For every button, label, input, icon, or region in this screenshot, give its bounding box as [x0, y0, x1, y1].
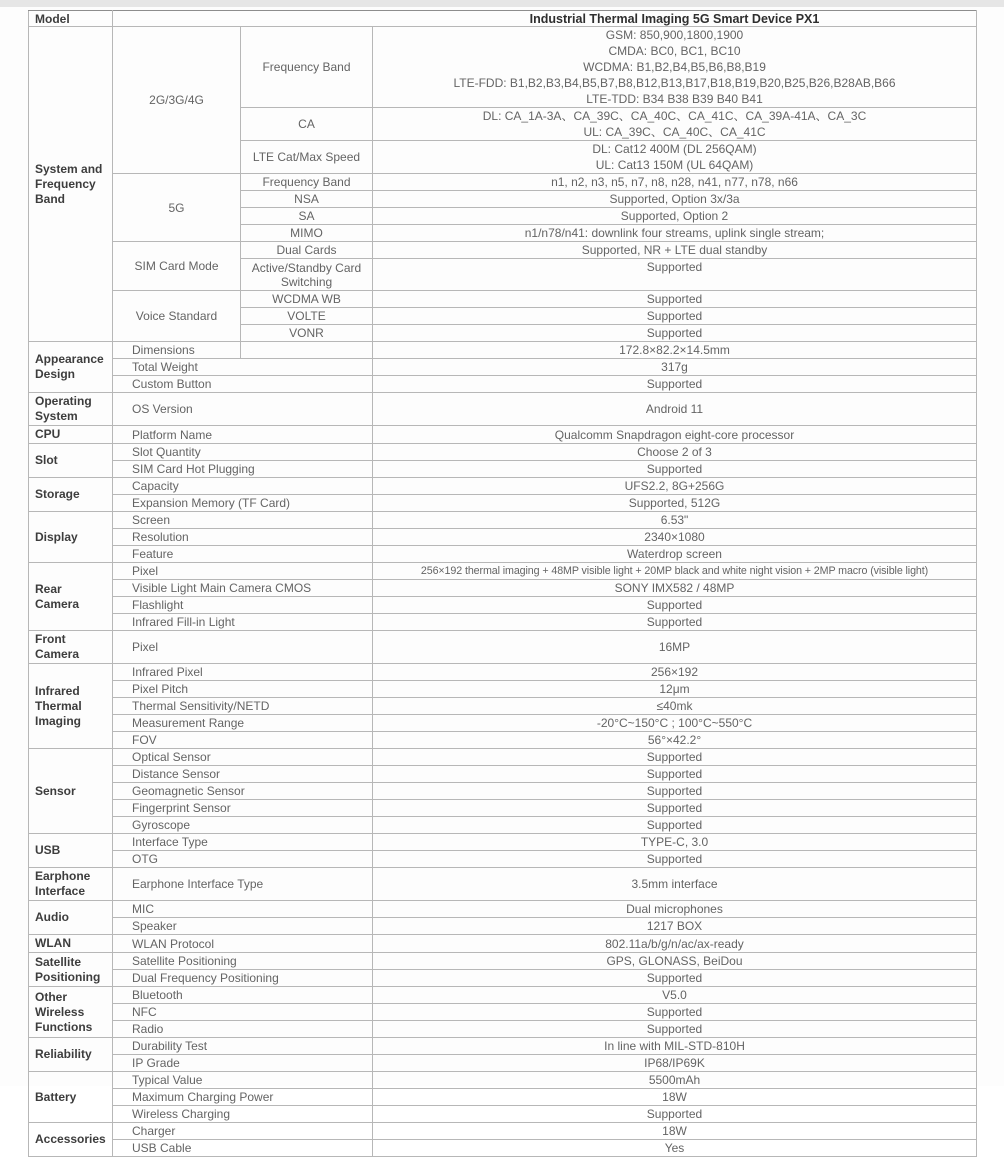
spec-value-cell: Waterdrop screen: [373, 546, 977, 563]
model-title-cell: Industrial Thermal Imaging 5G Smart Device PX1: [113, 11, 977, 27]
spec-label-cell: OTG: [113, 851, 373, 868]
spec-label-cell: Thermal Sensitivity/NETD: [113, 698, 373, 715]
category-cell: CPU: [29, 426, 113, 444]
spec-row: [29, 1140, 977, 1157]
spec-label-cell: Active/Standby Card Switching: [241, 259, 373, 291]
spec-label-cell: Feature: [113, 546, 373, 563]
spec-value-cell: 18W: [373, 1089, 977, 1106]
spec-label-cell: SA: [241, 208, 373, 225]
spec-row: [29, 529, 977, 546]
spec-value-cell: 2340×1080: [373, 529, 977, 546]
category-cell: USB: [29, 834, 113, 868]
spec-row: [29, 698, 977, 715]
category-cell: Accessories: [29, 1123, 113, 1157]
spec-row: [29, 732, 977, 749]
spec-row: [29, 1038, 977, 1055]
spec-row: [29, 444, 977, 461]
spec-row: [29, 1072, 977, 1089]
spec-label-cell: CA: [241, 108, 373, 141]
spec-label-cell: WLAN Protocol: [113, 935, 373, 953]
spec-row: [29, 681, 977, 698]
spec-label-cell: Distance Sensor: [113, 766, 373, 783]
spec-value-cell: GPS, GLONASS, BeiDou: [373, 953, 977, 970]
spec-row: [29, 987, 977, 1004]
spec-row: [29, 868, 977, 901]
spec-value-cell: n1, n2, n3, n5, n7, n8, n28, n41, n77, n78, n66: [373, 174, 977, 191]
spec-label-cell: Geomagnetic Sensor: [113, 783, 373, 800]
spec-label-cell: Platform Name: [113, 426, 373, 444]
category-cell: Other Wireless Functions: [29, 987, 113, 1038]
spec-label-cell: Durability Test: [113, 1038, 373, 1055]
spec-value-cell: 18W: [373, 1123, 977, 1140]
spec-value-cell: 3.5mm interface: [373, 868, 977, 901]
category-cell: Operating System: [29, 393, 113, 426]
spec-value-cell: UFS2.2, 8G+256G: [373, 478, 977, 495]
spec-value-cell: 256×192 thermal imaging + 48MP visible light + 20MP black and white night vision + 2MP macro (visible light): [373, 563, 977, 580]
spec-value-cell: Supported, Option 3x/3a: [373, 191, 977, 208]
spec-value-cell: Supported: [373, 461, 977, 478]
spec-value-line: DL: CA_1A-3A、CA_39C、CA_40C、CA_41C、CA_39A-41A、CA_3C: [482, 109, 867, 123]
spec-label-cell: Wireless Charging: [113, 1106, 373, 1123]
group-cell: Voice Standard: [113, 291, 241, 342]
spec-label-cell: Maximum Charging Power: [113, 1089, 373, 1106]
category-cell: Front Camera: [29, 631, 113, 664]
spec-label-cell: NSA: [241, 191, 373, 208]
spec-row: [29, 461, 977, 478]
spec-value-cell: 802.11a/b/g/n/ac/ax-ready: [373, 935, 977, 953]
spec-value-cell: Supported: [373, 325, 977, 342]
spec-value-cell: Supported: [373, 817, 977, 834]
spec-value-line: LTE-TDD: B34 B38 B39 B40 B41: [586, 92, 763, 106]
spec-label-cell: Interface Type: [113, 834, 373, 851]
category-cell: Earphone Interface: [29, 868, 113, 901]
spec-value-line: DL: Cat12 400M (DL 256QAM): [592, 142, 757, 156]
spec-label-cell: FOV: [113, 732, 373, 749]
spec-label-cell: Infrared Pixel: [113, 664, 373, 681]
spec-row: [29, 597, 977, 614]
spec-label-cell: VONR: [241, 325, 373, 342]
spec-label-cell: Frequency Band: [241, 27, 373, 108]
spec-label-cell: Pixel: [113, 631, 373, 664]
top-strip: [0, 0, 1004, 7]
spec-label-cell: Radio: [113, 1021, 373, 1038]
spec-label-cell: Charger: [113, 1123, 373, 1140]
spec-row: [29, 851, 977, 868]
spec-label-cell: Bluetooth: [113, 987, 373, 1004]
category-cell: Storage: [29, 478, 113, 512]
spec-value-cell: Supported, Option 2: [373, 208, 977, 225]
spec-value-cell: SONY IMX582 / 48MP: [373, 580, 977, 597]
spec-row: [29, 1004, 977, 1021]
spec-row: [29, 426, 977, 444]
spec-row: [29, 1055, 977, 1072]
spec-row: [29, 901, 977, 918]
spec-value-cell: Supported: [373, 766, 977, 783]
category-cell: Infrared Thermal Imaging: [29, 664, 113, 749]
spec-label-cell: SIM Card Hot Plugging: [113, 461, 373, 478]
spec-value-line: WCDMA: B1,B2,B4,B5,B6,B8,B19: [583, 60, 766, 74]
spec-row: [29, 834, 977, 851]
spec-label-cell: Speaker: [113, 918, 373, 935]
spec-value-cell: Supported: [373, 1106, 977, 1123]
category-cell: Slot: [29, 444, 113, 478]
spec-value-cell: Supported: [373, 376, 977, 393]
spec-label-cell: Fingerprint Sensor: [113, 800, 373, 817]
empty-cell: [241, 342, 373, 359]
spec-row: [29, 631, 977, 664]
spec-value-cell: Supported: [373, 614, 977, 631]
spec-label-cell: Earphone Interface Type: [113, 868, 373, 901]
spec-label-cell: Visible Light Main Camera CMOS: [113, 580, 373, 597]
spec-label-cell: Pixel: [113, 563, 373, 580]
spec-value-cell: Dual microphones: [373, 901, 977, 918]
spec-label-cell: Satellite Positioning: [113, 953, 373, 970]
spec-value-cell: Supported: [373, 259, 977, 291]
spec-value-cell: 16MP: [373, 631, 977, 664]
spec-value-cell: ≤40mk: [373, 698, 977, 715]
spec-value-cell: 1217 BOX: [373, 918, 977, 935]
spec-label-cell: Measurement Range: [113, 715, 373, 732]
spec-row: [29, 495, 977, 512]
spec-value-cell: Yes: [373, 1140, 977, 1157]
group-cell: 5G: [113, 174, 241, 242]
spec-value-cell: 12μm: [373, 681, 977, 698]
spec-row: [29, 393, 977, 426]
spec-value-cell: Supported: [373, 597, 977, 614]
spec-value-cell: Choose 2 of 3: [373, 444, 977, 461]
spec-value-cell: Supported: [373, 851, 977, 868]
spec-value-cell: Supported: [373, 1021, 977, 1038]
spec-label-cell: Dimensions: [113, 342, 241, 359]
spec-value-cell: [373, 141, 977, 174]
spec-row: [29, 580, 977, 597]
group-cell: 2G/3G/4G: [113, 27, 241, 174]
spec-row: [29, 1123, 977, 1140]
category-cell: Model: [29, 11, 113, 27]
spec-label-cell: WCDMA WB: [241, 291, 373, 308]
spec-value-line: CMDA: BC0, BC1, BC10: [608, 44, 741, 58]
spec-label-cell: Pixel Pitch: [113, 681, 373, 698]
spec-row: [29, 291, 977, 308]
spec-value-line: UL: Cat13 150M (UL 64QAM): [595, 158, 754, 172]
spec-row: [29, 242, 977, 259]
spec-label-cell: Infrared Fill-in Light: [113, 614, 373, 631]
spec-value-line: LTE-FDD: B1,B2,B3,B4,B5,B7,B8,B12,B13,B17,B18,B19,B20,B25,B26,B28AB,B66: [453, 76, 896, 90]
spec-label-cell: USB Cable: [113, 1140, 373, 1157]
spec-value-cell: n1/n78/n41: downlink four streams, uplink single stream;: [373, 225, 977, 242]
spec-row: [29, 27, 977, 108]
spec-value-cell: 256×192: [373, 664, 977, 681]
spec-row: [29, 11, 977, 27]
spec-row: [29, 546, 977, 563]
spec-label-cell: NFC: [113, 1004, 373, 1021]
group-cell: SIM Card Mode: [113, 242, 241, 291]
spec-value-cell: Supported, 512G: [373, 495, 977, 512]
spec-label-cell: Expansion Memory (TF Card): [113, 495, 373, 512]
spec-value-cell: Supported: [373, 800, 977, 817]
spec-value-cell: Supported: [373, 291, 977, 308]
spec-label-cell: Optical Sensor: [113, 749, 373, 766]
spec-label-cell: Screen: [113, 512, 373, 529]
spec-row: [29, 935, 977, 953]
spec-row: [29, 174, 977, 191]
spec-row: [29, 376, 977, 393]
spec-value-line: UL: CA_39C、CA_40C、CA_41C: [583, 125, 766, 139]
spec-value-cell: [373, 27, 977, 108]
spec-row: [29, 715, 977, 732]
spec-label-cell: VOLTE: [241, 308, 373, 325]
category-cell: Battery: [29, 1072, 113, 1123]
spec-row: [29, 1106, 977, 1123]
spec-label-cell: Dual Cards: [241, 242, 373, 259]
category-cell: Reliability: [29, 1038, 113, 1072]
spec-value-cell: Supported: [373, 1004, 977, 1021]
spec-label-cell: Capacity: [113, 478, 373, 495]
spec-value-line: GSM: 850,900,1800,1900: [605, 28, 744, 42]
spec-value-cell: TYPE-C, 3.0: [373, 834, 977, 851]
category-cell: Satellite Positioning: [29, 953, 113, 987]
spec-row: [29, 563, 977, 580]
spec-label-cell: Total Weight: [113, 359, 373, 376]
spec-row: [29, 512, 977, 529]
spec-label-cell: Slot Quantity: [113, 444, 373, 461]
spec-value-cell: In line with MIL-STD-810H: [373, 1038, 977, 1055]
spec-label-cell: OS Version: [113, 393, 373, 426]
spec-value-cell: 317g: [373, 359, 977, 376]
spec-row: [29, 749, 977, 766]
spec-label-cell: Dual Frequency Positioning: [113, 970, 373, 987]
spec-row: [29, 918, 977, 935]
spec-label-cell: IP Grade: [113, 1055, 373, 1072]
spec-value-cell: Supported: [373, 783, 977, 800]
category-cell: Rear Camera: [29, 563, 113, 631]
spec-row: [29, 970, 977, 987]
spec-value-cell: [373, 108, 977, 141]
spec-row: [29, 766, 977, 783]
spec-label-cell: LTE Cat/Max Speed: [241, 141, 373, 174]
spec-table: [28, 10, 977, 1157]
spec-row: [29, 478, 977, 495]
spec-row: [29, 664, 977, 681]
spec-value-cell: -20°C~150°C ; 100°C~550°C: [373, 715, 977, 732]
spec-label-cell: Flashlight: [113, 597, 373, 614]
spec-value-cell: Supported: [373, 308, 977, 325]
spec-value-cell: 172.8×82.2×14.5mm: [373, 342, 977, 359]
category-cell: Audio: [29, 901, 113, 935]
category-cell: Appearance Design: [29, 342, 113, 393]
spec-value-cell: V5.0: [373, 987, 977, 1004]
spec-row: [29, 817, 977, 834]
spec-label-cell: MIMO: [241, 225, 373, 242]
spec-value-cell: Qualcomm Snapdragon eight-core processor: [373, 426, 977, 444]
spec-label-cell: Typical Value: [113, 1072, 373, 1089]
spec-label-cell: Custom Button: [113, 376, 373, 393]
category-cell: WLAN: [29, 935, 113, 953]
category-cell: Sensor: [29, 749, 113, 834]
spec-value-cell: 6.53": [373, 512, 977, 529]
spec-row: [29, 614, 977, 631]
spec-value-cell: Supported: [373, 970, 977, 987]
spec-value-cell: Supported: [373, 749, 977, 766]
spec-row: [29, 783, 977, 800]
spec-value-cell: 56°×42.2°: [373, 732, 977, 749]
spec-label-cell: MIC: [113, 901, 373, 918]
category-cell: Display: [29, 512, 113, 563]
spec-row: [29, 342, 977, 359]
spec-label-cell: Gyroscope: [113, 817, 373, 834]
spec-row: [29, 1089, 977, 1106]
spec-value-cell: Supported, NR + LTE dual standby: [373, 242, 977, 259]
category-cell: System and Frequency Band: [29, 27, 113, 342]
spec-label-cell: Resolution: [113, 529, 373, 546]
spec-row: [29, 359, 977, 376]
spec-row: [29, 800, 977, 817]
spec-label-cell: Frequency Band: [241, 174, 373, 191]
spec-row: [29, 1021, 977, 1038]
spec-value-cell: Android 11: [373, 393, 977, 426]
spec-row: [29, 953, 977, 970]
spec-value-cell: IP68/IP69K: [373, 1055, 977, 1072]
spec-value-cell: 5500mAh: [373, 1072, 977, 1089]
